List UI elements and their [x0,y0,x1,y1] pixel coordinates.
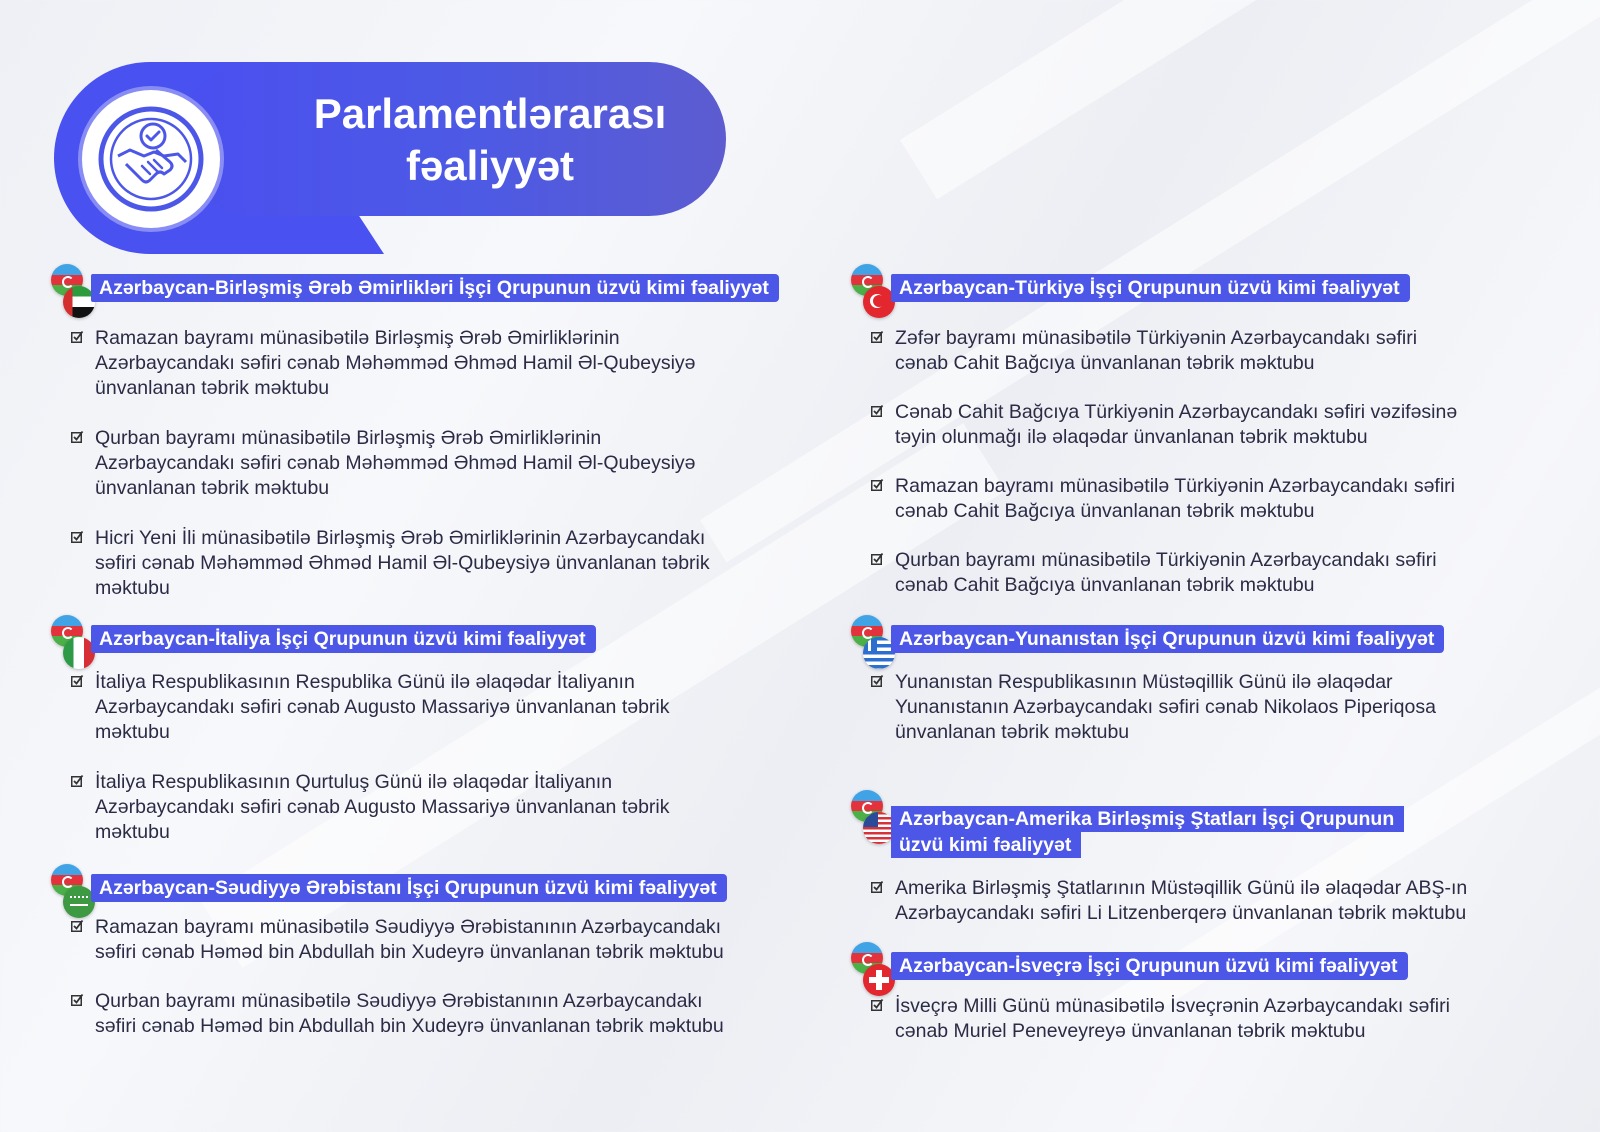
item-line: Hicri Yeni İli münasibətilə Birləşmiş Ərəb Əmirliklərinin Azərbaycandakı [95,527,706,549]
item-line: səfiri cənab Məhəmməd Əhməd Hamil Əl-Qubeysiyə ünvanlanan təbrik [95,552,710,574]
item-line: Yunanıstan Respublikasının Müstəqillik Günü ilə əlaqədar [895,671,1393,693]
checkbox-icon [71,993,84,1006]
list-item [71,670,670,745]
item-line: Amerika Birləşmiş Ştatlarının Müstəqillik Günü ilə əlaqədar ABŞ-ın [895,877,1468,899]
item-line: Ramazan bayramı münasibətilə Birləşmiş Ərəb Əmirliklərinin [95,327,620,349]
item-line: Zəfər bayramı münasibətilə Türkiyənin Azərbaycandakı səfiri [895,327,1418,349]
item-line: cənab Muriel Peneveyreyə ünvanlanan təbrik məktubu [895,1020,1366,1042]
item-line: ünvanlanan təbrik məktubu [95,377,330,399]
item-line: İsveçrə Milli Günü münasibətilə İsveçrənin Azərbaycandakı səfiri [895,995,1450,1017]
section-header [851,790,1571,856]
list-item [871,670,1436,745]
item-line: Azərbaycandakı səfiri cənab Augusto Massariyə ünvanlanan təbrik [95,696,670,718]
page-title-line1: Parlamentlərarası [313,90,667,137]
item-line: Yunanıstanın Azərbaycandakı səfiri cənab Nikolaos Piperiqosa [895,696,1436,718]
page-title [300,88,680,192]
item-list [71,670,670,845]
list-item [871,548,1457,598]
checkbox-icon [71,330,84,343]
section-title: Azərbaycan-İtaliya İşçi Qrupunun üzvü kimi fəaliyyət [91,625,596,653]
list-item [71,526,710,601]
header-banner [0,0,760,270]
list-item [71,770,670,845]
item-list [871,876,1467,926]
section-turkey [851,264,1571,604]
item-line: ünvanlanan təbrik məktubu [895,721,1130,743]
list-item [71,915,724,965]
item-line: ünvanlanan təbrik məktubu [95,477,330,499]
item-line: Cənab Cahit Bağcıya Türkiyənin Azərbaycandakı səfiri vəzifəsinə [895,401,1458,423]
header-icon-circle [82,90,220,228]
checkbox-icon [871,478,884,491]
checkbox-icon [71,674,84,687]
item-line: Qurban bayramı münasibətilə Birləşmiş Ərəb Əmirliklərinin [95,427,602,449]
checkbox-icon [871,330,884,343]
list-item [871,400,1457,450]
section-title-line1: Azərbaycan-Amerika Birləşmiş Ştatları İşçi Qrupunun [891,806,1404,832]
section-usa [851,790,1571,930]
list-item [71,989,724,1039]
item-line: səfiri cənab Həməd bin Abdullah bin Xudeyrə ünvanlanan təbrik məktubu [95,941,724,963]
item-line: səfiri cənab Həməd bin Abdullah bin Xudeyrə ünvanlanan təbrik məktubu [95,1015,724,1037]
checkbox-icon [71,530,84,543]
item-line: Azərbaycandakı səfiri cənab Məhəmməd Əhməd Hamil Əl-Qubeysiyə [95,352,696,374]
list-item [871,994,1450,1044]
checkbox-icon [871,998,884,1011]
page-title-line2: fəaliyyət [405,142,575,189]
section-title: Azərbaycan-Səudiyyə Ərəbistanı İşçi Qrupunun üzvü kimi fəaliyyət [91,874,727,902]
handshake-check-icon [96,104,206,214]
section-header [51,615,811,659]
item-line: Ramazan bayramı münasibətilə Türkiyənin Azərbaycandakı səfiri [895,475,1455,497]
item-line: Qurban bayramı münasibətilə Türkiyənin Azərbaycandakı səfiri [895,549,1437,571]
list-item [71,426,710,501]
section-italy [51,615,811,855]
section-title [891,806,1404,858]
item-line: Qurban bayramı münasibətilə Səudiyyə Ərəbistanının Azərbaycandakı [95,990,703,1012]
section-title: Azərbaycan-İsveçrə İşçi Qrupunun üzvü kimi fəaliyyət [891,952,1408,980]
item-line: İtaliya Respublikasının Qurtuluş Günü ilə əlaqədar İtaliyanın [95,771,613,793]
section-title: Azərbaycan-Yunanıstan İşçi Qrupunun üzvü kimi fəaliyyət [891,625,1444,653]
item-line: cənab Cahit Bağcıya ünvanlanan təbrik məktubu [895,574,1315,596]
item-line: Azərbaycandakı səfiri Li Litzenberqerə ünvanlanan təbrik məktubu [895,902,1467,924]
item-list [871,670,1436,745]
item-line: Azərbaycandakı səfiri cənab Augusto Massariyə ünvanlanan təbrik [95,796,670,818]
section-saudi [51,864,831,1064]
item-line: Ramazan bayramı münasibətilə Səudiyyə Ərəbistanının Azərbaycandakı [95,916,722,938]
section-title: Azərbaycan-Birləşmiş Ərəb Əmirlikləri İşçi Qrupunun üzvü kimi fəaliyyət [91,274,779,302]
section-switzerland [851,942,1571,1062]
checkbox-icon [871,674,884,687]
section-greece [851,615,1571,765]
checkbox-icon [871,404,884,417]
item-line: təyin olunmağı ilə əlaqədar ünvanlanan təbrik məktubu [895,426,1368,448]
item-list [871,326,1457,598]
list-item [871,474,1457,524]
item-line: məktubu [95,721,170,743]
item-line: cənab Cahit Bağcıya ünvanlanan təbrik məktubu [895,352,1315,374]
checkbox-icon [871,552,884,565]
section-header [51,264,811,308]
item-line: İtaliya Respublikasının Respublika Günü ilə əlaqədar İtaliyanın [95,671,635,693]
item-line: məktubu [95,577,170,599]
list-item [71,326,710,401]
checkbox-icon [71,430,84,443]
checkbox-icon [871,880,884,893]
section-header [851,942,1571,986]
list-item [871,326,1457,376]
item-line: Azərbaycandakı səfiri cənab Məhəmməd Əhməd Hamil Əl-Qubeysiyə [95,452,696,474]
item-list [71,326,710,601]
section-header [51,864,831,908]
section-title-line2: üzvü kimi fəaliyyət [891,832,1081,858]
list-item [871,876,1467,926]
item-list [871,994,1450,1044]
item-line: cənab Cahit Bağcıya ünvanlanan təbrik məktubu [895,500,1315,522]
section-header [851,615,1571,659]
checkbox-icon [71,919,84,932]
section-header [851,264,1571,308]
item-list [71,915,724,1039]
section-title: Azərbaycan-Türkiyə İşçi Qrupunun üzvü kimi fəaliyyət [891,274,1410,302]
section-uae [51,264,811,604]
checkbox-icon [71,774,84,787]
item-line: məktubu [95,821,170,843]
